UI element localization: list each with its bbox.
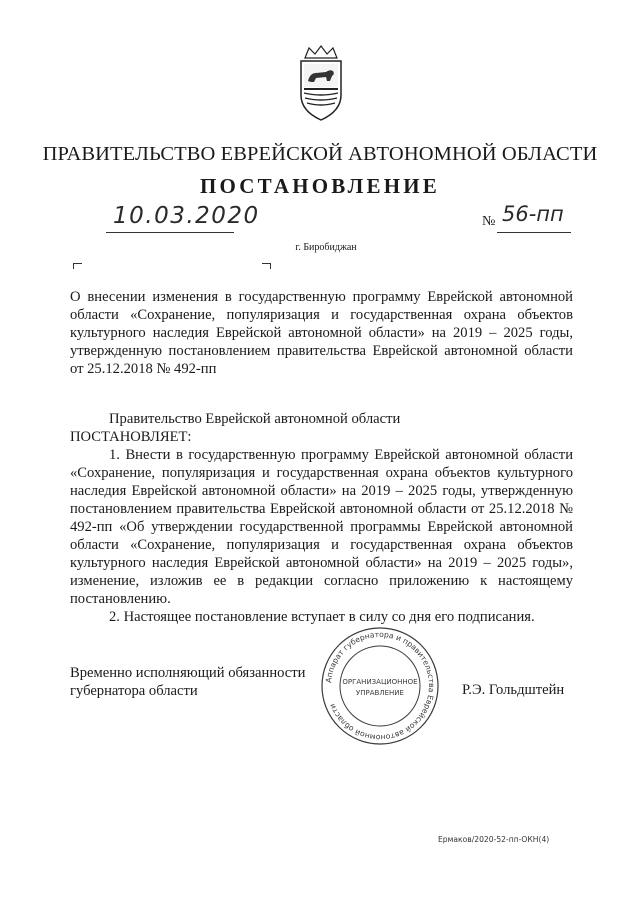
decree-item-1: 1. Внести в государственную программу Еврейской автономной области «Сохранение, популяризация и государственная охрана объектов культурного наследия Еврейской автономной области» на 2019 – 2025 годы, утвержденную постановлением правительства Еврейской автономной области от 25.12.2018 № 492-пп «Об утверждении государственной программы Еврейской автономной области «Сохранение, популяризация и государственная охрана объектов культурного наследия Еврейской автономной области» на 2019 – 2025 годы», изменение, изложив ее в редакции согласно приложению к настоящему постановлению. [70,447,573,607]
title-bracket-left [73,263,82,269]
stamp-center-line1: ОРГАНИЗАЦИОННОЕ [342,678,418,686]
coat-of-arms-emblem [296,43,346,123]
city-line: г. Биробиджан [295,242,357,253]
signatory-position-line1: Временно исполняющий обязанности [70,665,306,681]
government-title: ПРАВИТЕЛЬСТВО ЕВРЕЙСКОЙ АВТОНОМНОЙ ОБЛАСТИ [42,143,598,165]
number-sign: № [482,214,496,229]
decree-item-2: 2. Настоящее постановление вступает в силу со дня его подписания. [109,609,535,625]
preamble-line: Правительство Еврейской автономной области [109,411,401,427]
number-underline [497,232,571,233]
official-stamp [319,625,441,747]
document-type-heading: ПОСТАНОВЛЕНИЕ [199,174,441,198]
signatory-position [70,664,305,700]
signatory-name: Р.Э. Гольдштейн [462,682,565,698]
date-underline [106,232,234,233]
handwritten-number: 56-пп [502,202,564,226]
resolution-title: О внесении изменения в государственную программу Еврейской автономной области «Сохранение, популяризация и государственная охрана объектов культурного наследия Еврейской автономной области» на 2019 – 2025 годы, утвержденную постановлением правительства Еврейской автономной области от 25.12.2018 № 492-пп [70,289,573,377]
stamp-ring-text: Аппарат губернатора и правительства Еврейской автономной области [324,629,437,743]
signatory-position-line2: губернатора области [70,683,198,699]
resolution-body [70,410,573,626]
document-code: Ермаков/2020-52-пп-ОКН(4) [438,835,550,844]
title-bracket-right [262,263,271,269]
handwritten-date: 10.03.2020 [113,203,260,229]
decree-word: ПОСТАНОВЛЯЕТ: [70,429,192,445]
stamp-center-line2: УПРАВЛЕНИЕ [356,689,404,697]
